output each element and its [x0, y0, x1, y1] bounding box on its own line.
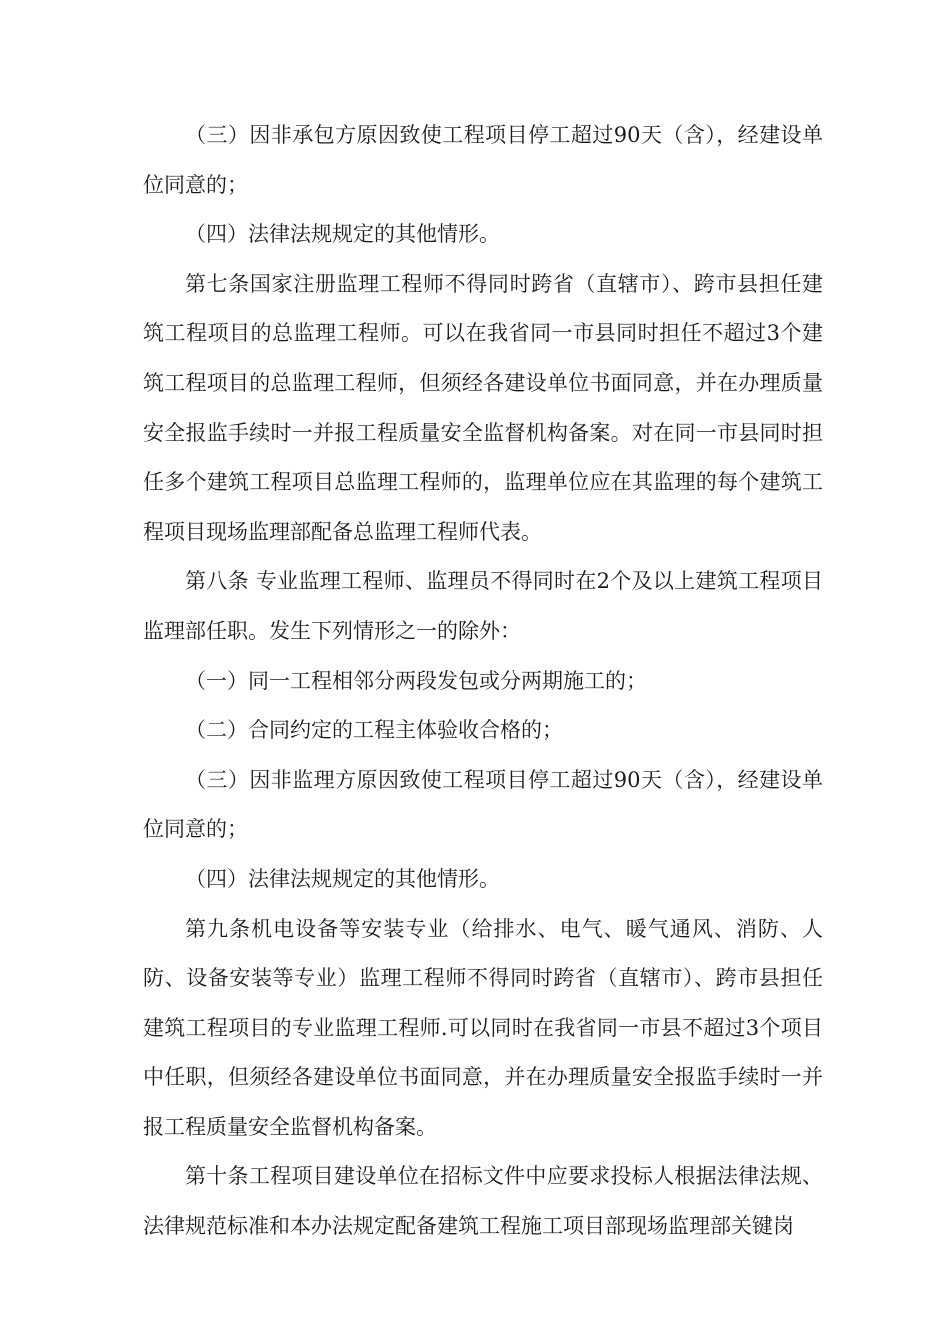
paragraph-article-9: 第九条机电设备等安装专业（给排水、电气、暖气通风、消防、人防、设备安装等专业）监理工程师不得同时跨省（直辖市）、跨市县担任建筑工程项目的专业监理工程师.可以同时在我省同一市县不超过3个项目中任职，但须经各建设单位书面同意，并在办理质量安全报监手续时一并报工程质量安全监督机构备案。 — [143, 916, 823, 1139]
paragraph-item-2-acceptance: （二）合同约定的工程主体验收合格的； — [185, 718, 563, 743]
paragraph-item-3-delay-contractor: （三）因非承包方原因致使工程项目停工超过90天（含），经建设单位同意的； — [143, 123, 823, 197]
document-body — [143, 111, 823, 1252]
paragraph-article-8: 第八条 专业监理工程师、监理员不得同时在2个及以上建筑工程项目监理部任职。发生下列情形之一的除外： — [143, 569, 823, 643]
paragraph-item-3-delay-supervisor: （三）因非监理方原因致使工程项目停工超过90天（含），经建设单位同意的； — [143, 767, 823, 842]
paragraph-item-1-adjacent-sections: （一）同一工程相邻分两段发包或分两期施工的； — [185, 668, 647, 693]
paragraph-item-4-other-cases-2: （四）法律法规规定的其他情形。 — [185, 866, 500, 891]
paragraph-article-7: 第七条国家注册监理工程师不得同时跨省（直辖市）、跨市县担任建筑工程项目的总监理工程师。可以在我省同一市县同时担任不超过3个建筑工程项目的总监理工程师，但须经各建设单位书面同意，并在办理质量安全报监手续时一并报工程质量安全监督机构备案。对在同一市县同时担任多个建筑工程项目总监理工程师的，监理单位应在其监理的每个建筑工程项目现场监理部配备总监理工程师代表。 — [143, 271, 823, 544]
paragraph-article-10: 第十条工程项目建设单位在招标文件中应要求投标人根据法律法规、法律规范标准和本办法规定配备建筑工程施工项目部现场监理部关键岗 — [143, 1164, 823, 1239]
paragraph-item-4-other-cases: （四）法律法规规定的其他情形。 — [185, 222, 500, 247]
